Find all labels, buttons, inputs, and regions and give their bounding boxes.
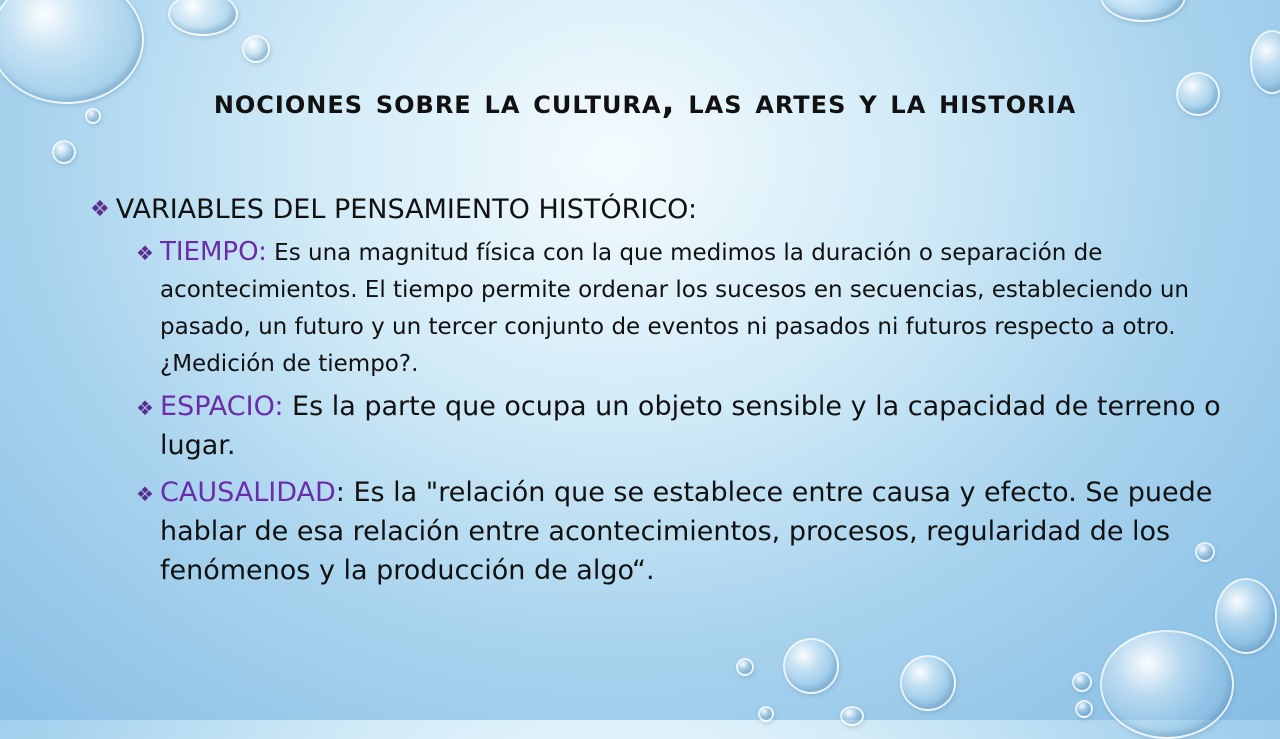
diamond-bullet-icon: ❖	[136, 482, 154, 506]
definition-causalidad: : Es la "relación que se establece entre causa y efecto. Se puede hablar de esa relación entre acontecimientos, procesos, regularidad de los fenómenos y la producción de algo“.	[160, 477, 1213, 586]
bubble-decoration	[1100, 0, 1186, 22]
bubble-decoration	[736, 658, 754, 676]
slide-content	[90, 190, 1275, 590]
diamond-bullet-icon: ❖	[136, 241, 154, 265]
bullet-tiempo	[132, 234, 1275, 383]
definition-espacio: Es la parte que ocupa un objeto sensible y la capacidad de terreno o lugar.	[160, 391, 1221, 461]
bubble-decoration	[85, 108, 101, 124]
bubble-decoration	[1250, 30, 1280, 94]
section-heading-row	[90, 190, 1275, 230]
bubble-decoration	[52, 140, 76, 164]
diamond-bullet-icon: ❖	[90, 197, 110, 222]
bubble-decoration	[168, 0, 238, 36]
bubble-decoration	[1176, 72, 1220, 116]
diamond-bullet-icon: ❖	[136, 396, 154, 420]
term-espacio: ESPACIO:	[160, 391, 284, 422]
bubble-decoration	[242, 35, 270, 63]
term-causalidad: CAUSALIDAD	[160, 477, 336, 508]
slide-title: nociones sobre la cultura, las artes y la historia	[213, 82, 1077, 122]
section-heading: VARIABLES DEL PENSAMIENTO HISTÓRICO:	[115, 194, 698, 225]
bubble-decoration	[900, 655, 956, 711]
definition-tiempo: Es una magnitud física con la que medimos la duración o separación de acontecimientos. El tiempo permite ordenar los sucesos en secuencias, estableciendo un pasado, un futuro y un tercer conjunto de eventos ni pasados ni futuros respecto a otro. ¿Medición de tiempo?.	[160, 240, 1189, 377]
bubble-decoration	[840, 706, 864, 726]
bullet-espacio	[132, 387, 1275, 465]
sub-bullet-list	[132, 234, 1275, 590]
bubble-decoration	[1072, 672, 1092, 692]
bubble-decoration	[1075, 700, 1093, 718]
bubble-decoration	[0, 0, 144, 104]
bubble-decoration	[783, 638, 839, 694]
bullet-causalidad	[132, 473, 1275, 590]
bubble-decoration	[1100, 630, 1234, 739]
term-tiempo: TIEMPO:	[160, 237, 267, 267]
